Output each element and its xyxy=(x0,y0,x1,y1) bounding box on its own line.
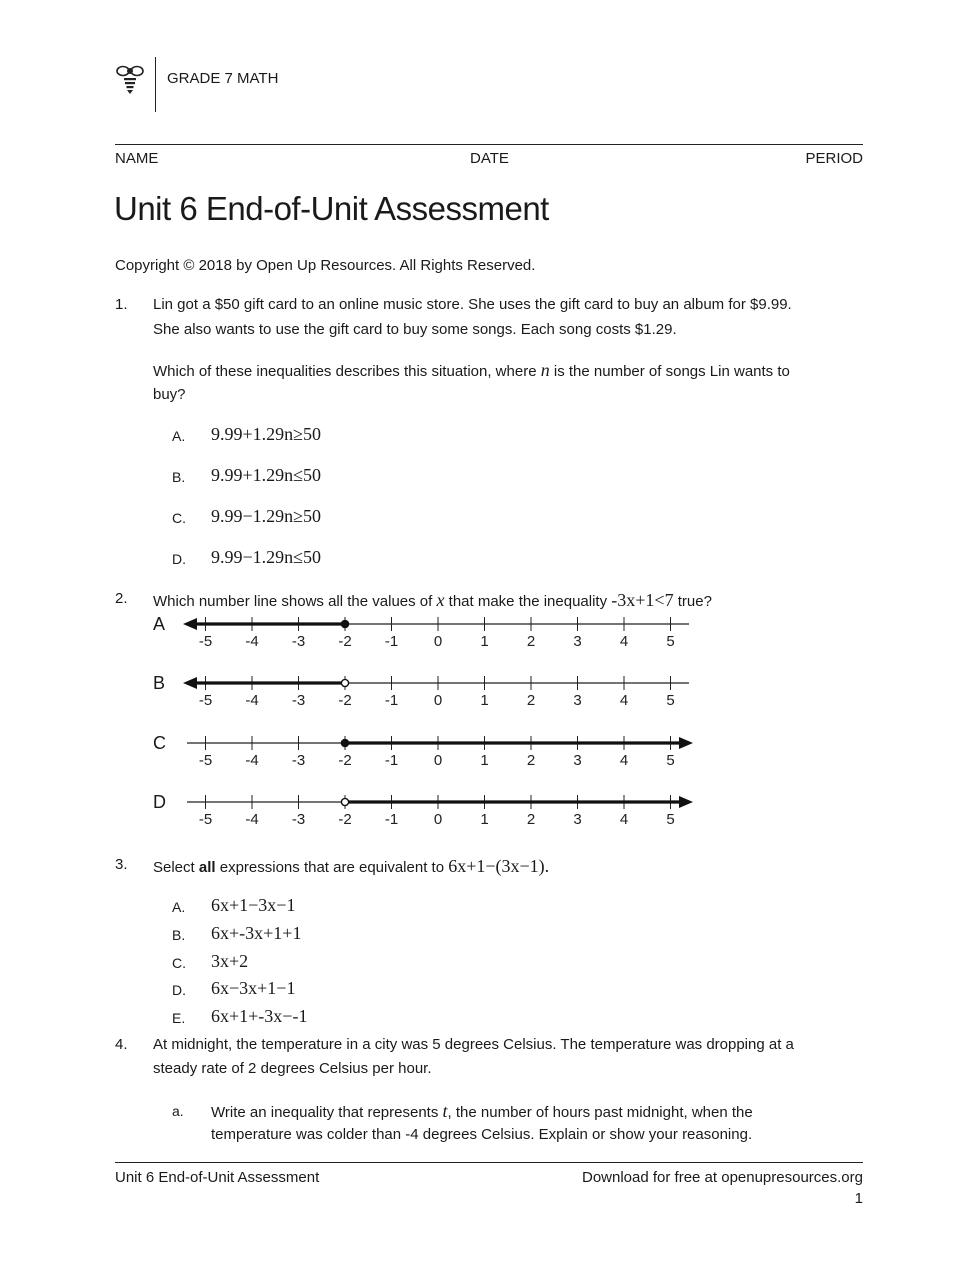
q3-option-e-letter: E. xyxy=(172,1010,186,1026)
number-line-c-label[interactable]: C xyxy=(153,733,166,753)
number-line-c-tick-label: 3 xyxy=(573,752,582,769)
number-line-d-tick-label: 1 xyxy=(480,811,489,828)
q4a-letter: a. xyxy=(172,1103,184,1119)
page-title: Unit 6 End-of-Unit Assessment xyxy=(114,190,549,227)
number-line-a-tick-label: 0 xyxy=(433,633,443,650)
number-line-d-tick-label: -1 xyxy=(384,811,399,828)
number-line-b-tick-label: -2 xyxy=(338,692,352,709)
q3-expression: 6x+1−(3x−1). xyxy=(448,856,550,876)
q3-option-c[interactable]: 3x+2 xyxy=(211,951,249,971)
q1-prompt-end: buy? xyxy=(153,386,186,403)
number-line-d-tick-label: 3 xyxy=(573,811,582,828)
number-line-a-arrow xyxy=(183,618,197,630)
q3-number: 3. xyxy=(115,856,128,873)
number-line-a-label[interactable]: A xyxy=(153,614,166,634)
number-line-d-tick-label: -5 xyxy=(198,811,213,828)
number-line-b-tick-label: 2 xyxy=(526,692,536,709)
date-field-label: DATE xyxy=(470,150,509,167)
q3-prompt-pre: Select xyxy=(153,859,195,876)
number-line-a-tick-label: -4 xyxy=(245,633,259,650)
q2-prompt-variable: x xyxy=(436,590,445,610)
copyright: Copyright © 2018 by Open Up Resources. All Rights Reserved. xyxy=(115,257,536,274)
number-line-a-tick-label: 3 xyxy=(573,633,582,650)
number-line-d-open-point xyxy=(341,798,348,805)
number-line-d-label[interactable]: D xyxy=(153,792,166,812)
q2-prompt-mid: that make the inequality xyxy=(448,593,608,610)
number-line-c-tick-label: 2 xyxy=(526,752,536,769)
number-line-d-tick-label: 5 xyxy=(666,811,675,828)
number-line-c-tick-label: 4 xyxy=(619,752,629,769)
footer-left: Unit 6 End-of-Unit Assessment xyxy=(115,1169,320,1186)
q4a-prompt xyxy=(211,1101,753,1122)
q1-option-c[interactable]: 9.99−1.29n≥50 xyxy=(211,506,322,526)
q4-text-line1: At midnight, the temperature in a city was 5 degrees Celsius. The temperature was dropping at a xyxy=(153,1036,794,1053)
q1-text-line1: Lin got a $50 gift card to an online music store. She uses the gift card to buy an album for $9.99. xyxy=(153,296,792,313)
q3-option-d-letter: D. xyxy=(172,982,186,998)
number-line-a-tick-label: -5 xyxy=(198,633,213,650)
number-line-d-tick-label: -2 xyxy=(338,811,352,828)
number-line-a-tick-label: 5 xyxy=(666,633,675,650)
number-line-c-tick-label: -5 xyxy=(198,752,213,769)
q3-option-b[interactable]: 6x+-3x+1+1 xyxy=(211,923,302,943)
number-line-a-tick-label: 2 xyxy=(526,633,536,650)
number-line-b-tick-label: 0 xyxy=(433,692,443,709)
number-line-c-arrow xyxy=(679,737,693,749)
number-line-b-tick-label: -3 xyxy=(291,692,306,709)
number-line-c-tick-label: -3 xyxy=(291,752,306,769)
number-line-b-tick-label: -1 xyxy=(384,692,399,709)
footer-right: Download for free at openupresources.org xyxy=(581,1169,863,1186)
number-line-c-tick-label: -2 xyxy=(338,752,352,769)
q3-option-e[interactable]: 6x+1+-3x−-1 xyxy=(211,1006,308,1026)
q3-option-d[interactable]: 6x−3x+1−1 xyxy=(211,978,296,998)
number-line-c-closed-point xyxy=(341,739,348,746)
q4a-variable: t xyxy=(442,1101,448,1121)
q2-number: 2. xyxy=(115,590,128,607)
q3-option-b-letter: B. xyxy=(172,927,186,943)
number-line-a-closed-point xyxy=(341,620,348,627)
q2-prompt-pre: Which number line shows all the values of xyxy=(153,593,433,610)
number-line-d-tick-label: -3 xyxy=(291,811,306,828)
q3-option-a-letter: A. xyxy=(172,899,186,915)
period-field-label: PERIOD xyxy=(805,150,863,167)
q3-prompt-post: expressions that are equivalent to xyxy=(219,859,445,876)
number-line-b-tick-label: 4 xyxy=(619,692,629,709)
q1-option-c-letter: C. xyxy=(172,510,186,526)
number-line-a-tick-label: -1 xyxy=(384,633,399,650)
q4a-prompt-post: , the number of hours past midnight, when the xyxy=(447,1104,753,1121)
q1-option-a-letter: A. xyxy=(172,428,186,444)
number-line-d-arrow xyxy=(679,796,693,808)
q3-option-a[interactable]: 6x+1−3x−1 xyxy=(211,895,296,915)
q1-option-d-letter: D. xyxy=(172,551,186,567)
q3-option-c-letter: C. xyxy=(172,955,186,971)
number-line-b-arrow xyxy=(183,677,197,689)
q1-number: 1. xyxy=(115,296,128,313)
number-line-b-tick-label: 1 xyxy=(480,692,489,709)
footer-rule xyxy=(115,1162,863,1163)
q1-option-d[interactable]: 9.99−1.29n≤50 xyxy=(211,547,322,567)
q1-prompt-post: is the number of songs Lin wants to xyxy=(553,363,790,380)
q1-prompt-variable: n xyxy=(540,360,550,380)
q1-text-line2: She also wants to use the gift card to buy some songs. Each song costs $1.29. xyxy=(153,321,677,338)
number-line-b-label[interactable]: B xyxy=(153,673,166,693)
q1-option-a[interactable]: 9.99+1.29n≥50 xyxy=(211,424,322,444)
q3-prompt-bold: all xyxy=(198,859,216,876)
number-line-b-tick-label: -4 xyxy=(245,692,259,709)
q4-text-line2: steady rate of 2 degrees Celsius per hour. xyxy=(153,1060,432,1077)
number-line-c-tick-label: 0 xyxy=(433,752,443,769)
q2-inequality: -3x+1<7 xyxy=(611,590,674,610)
page-number: 1 xyxy=(854,1190,863,1207)
number-line-c-tick-label: 1 xyxy=(480,752,489,769)
number-line-a-tick-label: -2 xyxy=(338,633,352,650)
q4-number: 4. xyxy=(115,1036,128,1053)
number-line-a-tick-label: 4 xyxy=(619,633,629,650)
number-line-c-tick-label: -1 xyxy=(384,752,399,769)
number-line-b-open-point xyxy=(341,679,348,686)
number-line-d-tick-label: 2 xyxy=(526,811,536,828)
q2-prompt-post: true? xyxy=(677,593,712,610)
name-field-label: NAME xyxy=(115,150,159,167)
course-label: GRADE 7 MATH xyxy=(167,70,279,87)
number-line-c-tick-label: 5 xyxy=(666,752,675,769)
number-line-d-tick-label: 0 xyxy=(433,811,443,828)
q3-prompt xyxy=(153,856,549,877)
q4a-text-line2: temperature was colder than -4 degrees Celsius. Explain or show your reasoning. xyxy=(211,1126,753,1143)
number-line-a-tick-label: -3 xyxy=(291,633,306,650)
number-line-d-tick-label: -4 xyxy=(245,811,259,828)
number-line-b-tick-label: 3 xyxy=(573,692,582,709)
q1-option-b[interactable]: 9.99+1.29n≤50 xyxy=(211,465,322,485)
q1-option-b-letter: B. xyxy=(172,469,186,485)
number-line-d-tick-label: 4 xyxy=(619,811,629,828)
number-line-a-tick-label: 1 xyxy=(480,633,489,650)
number-line-c-tick-label: -4 xyxy=(245,752,259,769)
number-line-b-tick-label: -5 xyxy=(198,692,213,709)
q1-prompt-pre: Which of these inequalities describes this situation, where xyxy=(153,363,537,380)
q4a-prompt-pre: Write an inequality that represents xyxy=(211,1104,439,1121)
number-line-b-tick-label: 5 xyxy=(666,692,675,709)
